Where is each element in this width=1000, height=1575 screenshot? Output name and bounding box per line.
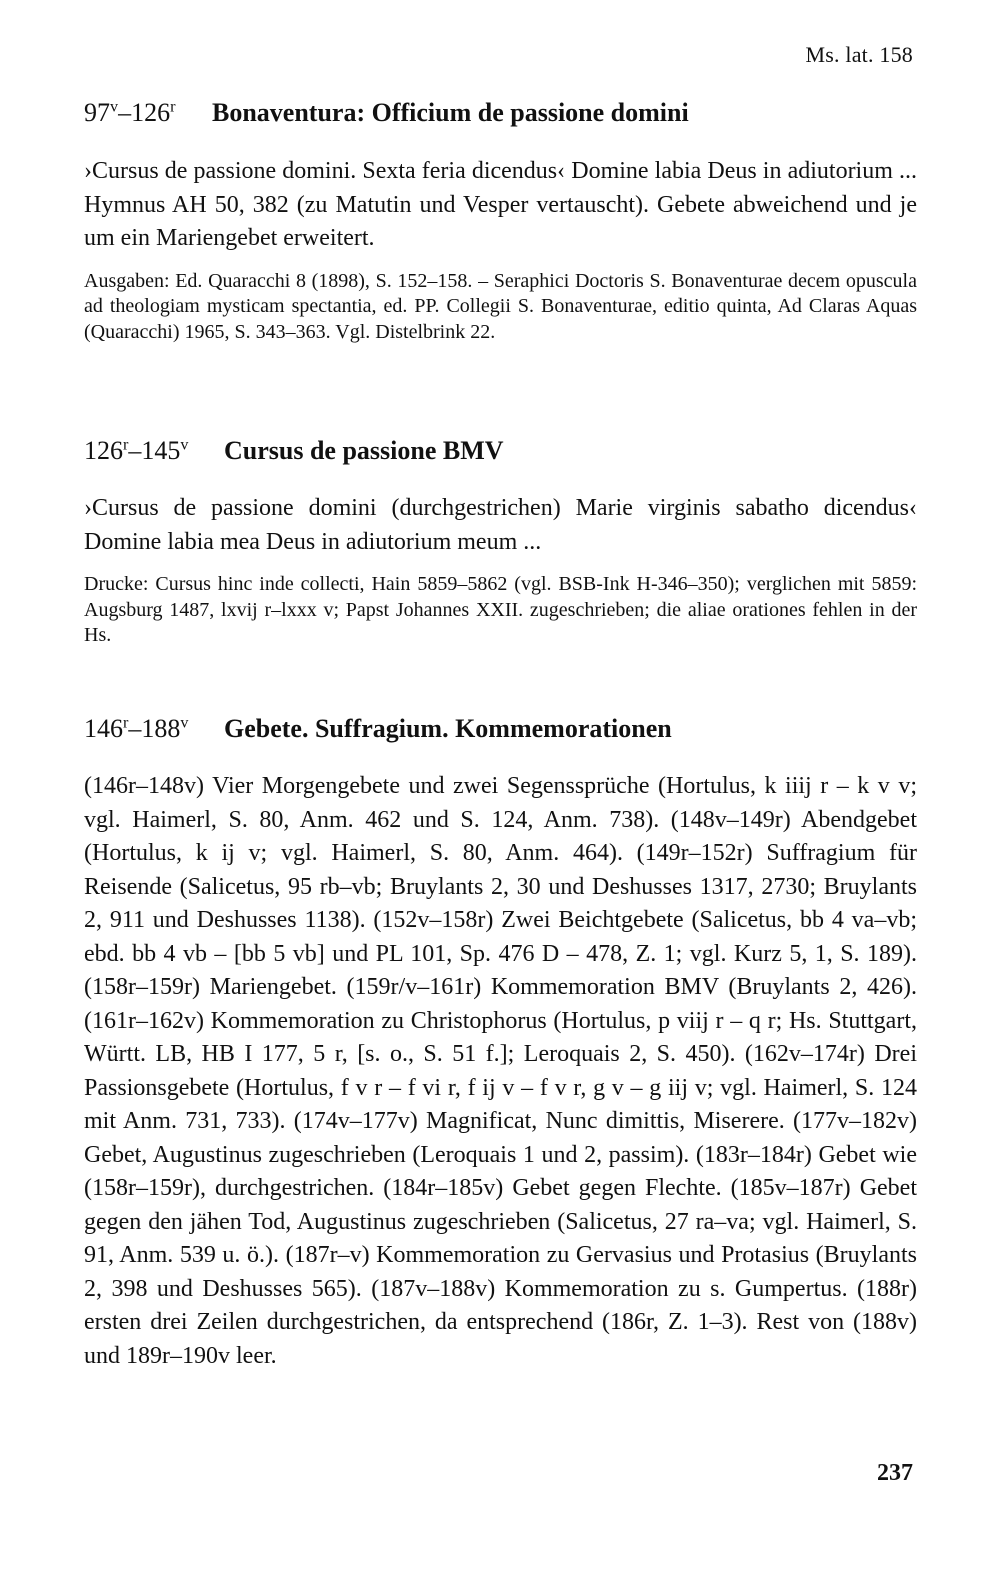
folio-range: 97$^v$–126$^r$ bbox=[84, 98, 176, 127]
section-heading bbox=[84, 98, 917, 128]
page-number: 237 bbox=[877, 1460, 913, 1486]
folio-range: 126$^r$–145$^v$ bbox=[84, 436, 189, 465]
section-body: ›Cursus de passione domini. Sexta feria dicendus‹ Domine labia Deus in adiutorium ... Hymnus AH 50, 382 (zu Matutin und Vesper vertauscht). Gebete abweichend und je um ein Mariengebet erweitert. bbox=[84, 158, 917, 251]
running-head: Ms. lat. 158 bbox=[805, 42, 913, 67]
section-title: Bonaventura: Officium de passione domini bbox=[212, 98, 689, 127]
section-gebete bbox=[84, 714, 917, 1373]
section-heading bbox=[84, 714, 917, 744]
section-cursus-bmv bbox=[84, 436, 917, 649]
section-note: Drucke: Cursus hinc inde collecti, Hain 5859–5862 (vgl. BSB-Ink H-346–350); verglichen mit 5859: Augsburg 1487, lxvij r–lxxx v; Papst Johannes XXII. zugeschrieben; die aliae orationes fehlen in der Hs. bbox=[84, 573, 917, 646]
folio-range: 146$^r$–188$^v$ bbox=[84, 714, 189, 743]
section-body: ›Cursus de passione domini (durchgestrichen) Marie virginis sabatho dicendus‹ Domine labia mea Deus in adiutorium meum ... bbox=[84, 495, 917, 555]
section-title: Cursus de passione BMV bbox=[224, 436, 504, 465]
section-title: Gebete. Suffragium. Kommemorationen bbox=[224, 714, 672, 743]
section-body: (146r–148v) Vier Morgengebete und zwei Segenssprüche (Hortulus, k iiij r – k v v; vgl. Haimerl, S. 80, Anm. 462 und S. 124, Anm. 738). (148v–149r) Abendgebet (Hortulus, k ij v; vgl. Haimerl, S. 80, Anm. 464). (149r–152r) Suffragium für Reisende (Salicetus, 95 rb–vb; Bruylants 2, 30 und Deshusses 1317, 2730; Bruylants 2, 911 und Deshusses 1138). (152v–158r) Zwei Beichtgebete (Salicetus, bb 4 va–vb; ebd. bb 4 vb – [bb 5 vb] und PL 101, Sp. 476 D – 478, Z. 1; vgl. Kurz 5, 1, S. 189). (158r–159r) Mariengebet. (159r/v–161r) Kommemoration BMV (Bruylants 2, 426). (161r–162v) Kommemoration zu Christophorus (Hortulus, p viij r – q r; Hs. Stuttgart, Württ. LB, HB I 177, 5 r, [s. o., S. 51 f.]; Leroquais 2, S. 450). (162v–174r) Drei Passionsgebete (Hortulus, f v r – f vi r, f ij v – f v r, g v – g iij v; vgl. Haimerl, S. 124 mit Anm. 731, 733). (174v–177v) Magnificat, Nunc dimittis, Miserere. (177v–182v) Gebet, Augustinus zugeschrieben (Leroquais 1 und 2, passim). (183r–184r) Gebet wie (158r–159r), durchgestrichen. (184r–185v) Gebet gegen Flechte. (185v–187r) Gebet gegen den jähen Tod, Augustinus zugeschrieben (Salicetus, 27 ra–va; vgl. Haimerl, S. 91, Anm. 539 u. ö.). (187r–v) Kommemoration zu Gervasius und Protasius (Bruylants 2, 398 und Deshusses 565). (187v–188v) Kommemoration zu s. Gumpertus. (188r) ersten drei Zeilen durchgestrichen, da entsprechend (186r, Z. 1–3). Rest von (188v) und 189r–190v leer. bbox=[84, 773, 917, 1369]
section-heading bbox=[84, 436, 917, 466]
section-bonaventura bbox=[84, 98, 917, 345]
section-note: Ausgaben: Ed. Quaracchi 8 (1898), S. 152–158. – Seraphici Doctoris S. Bonaventurae decem opuscula ad theologiam mysticam spectantia, ed. PP. Collegii S. Bonaventurae, editio quinta, Ad Claras Aquas (Quaracchi) 1965, S. 343–363. Vgl. Distelbrink 22. bbox=[84, 269, 917, 343]
